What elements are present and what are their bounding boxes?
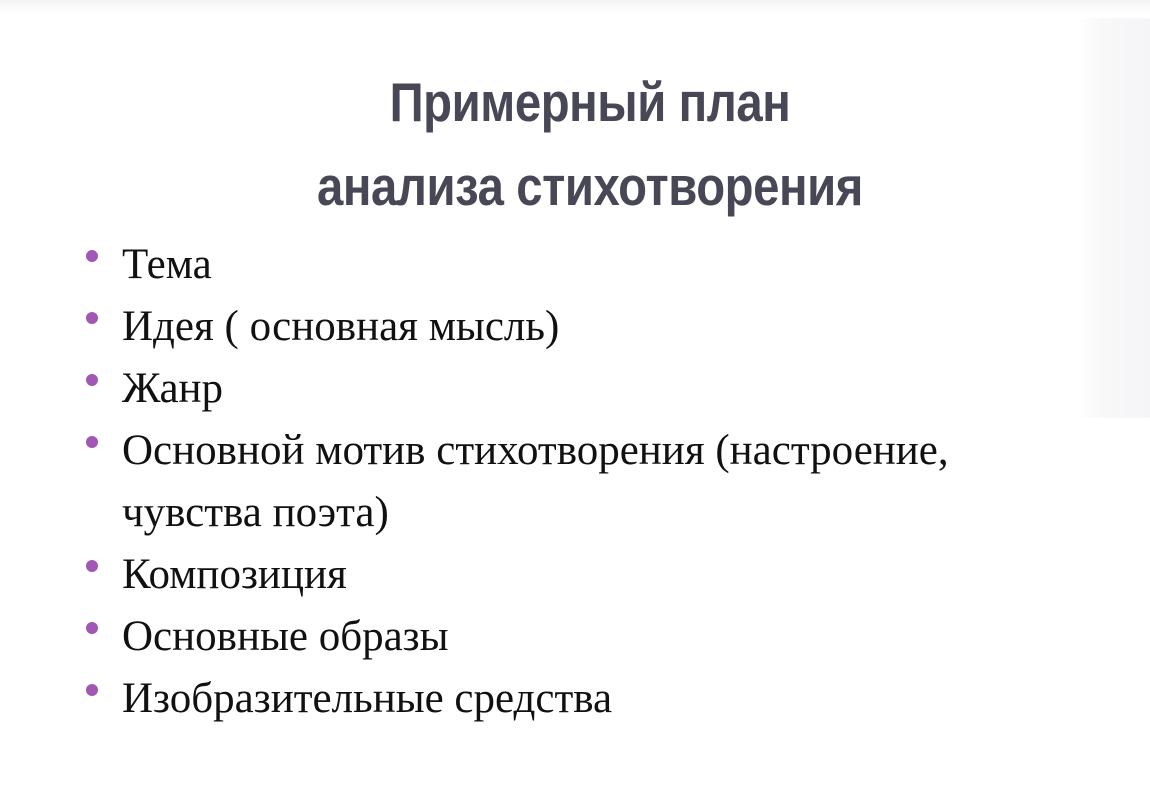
list-item-text: Основной мотив стихотворения (настроение, чувства поэта) xyxy=(122,427,949,536)
list-item xyxy=(86,420,1076,544)
title-line-1: Примерный план xyxy=(389,71,791,133)
bullet-icon xyxy=(86,684,98,696)
top-edge xyxy=(0,0,1150,14)
bullet-icon xyxy=(86,374,98,386)
list-item-text: Изобразительные средства xyxy=(122,675,613,722)
bullet-icon xyxy=(86,312,98,324)
bullet-icon xyxy=(86,622,98,634)
list-item-text: Тема xyxy=(122,241,212,288)
list-item xyxy=(86,296,1076,358)
list-item xyxy=(86,544,1076,606)
slide-title xyxy=(237,60,942,228)
bullet-icon xyxy=(86,250,98,262)
next-slide-ghost xyxy=(1076,18,1150,418)
list-item xyxy=(86,234,1076,296)
list-item-text: Жанр xyxy=(122,365,224,412)
list-item-text: Идея ( основная мысль) xyxy=(122,303,560,350)
list-item-text: Основные образы xyxy=(122,613,449,660)
list-item xyxy=(86,358,1076,420)
analysis-plan-list xyxy=(86,234,1076,730)
list-item xyxy=(86,668,1076,730)
bullet-icon xyxy=(86,560,98,572)
title-line-2: анализа стихотворения xyxy=(317,155,863,217)
list-item-text: Композиция xyxy=(122,551,347,598)
bullet-icon xyxy=(86,436,98,448)
list-item xyxy=(86,606,1076,668)
